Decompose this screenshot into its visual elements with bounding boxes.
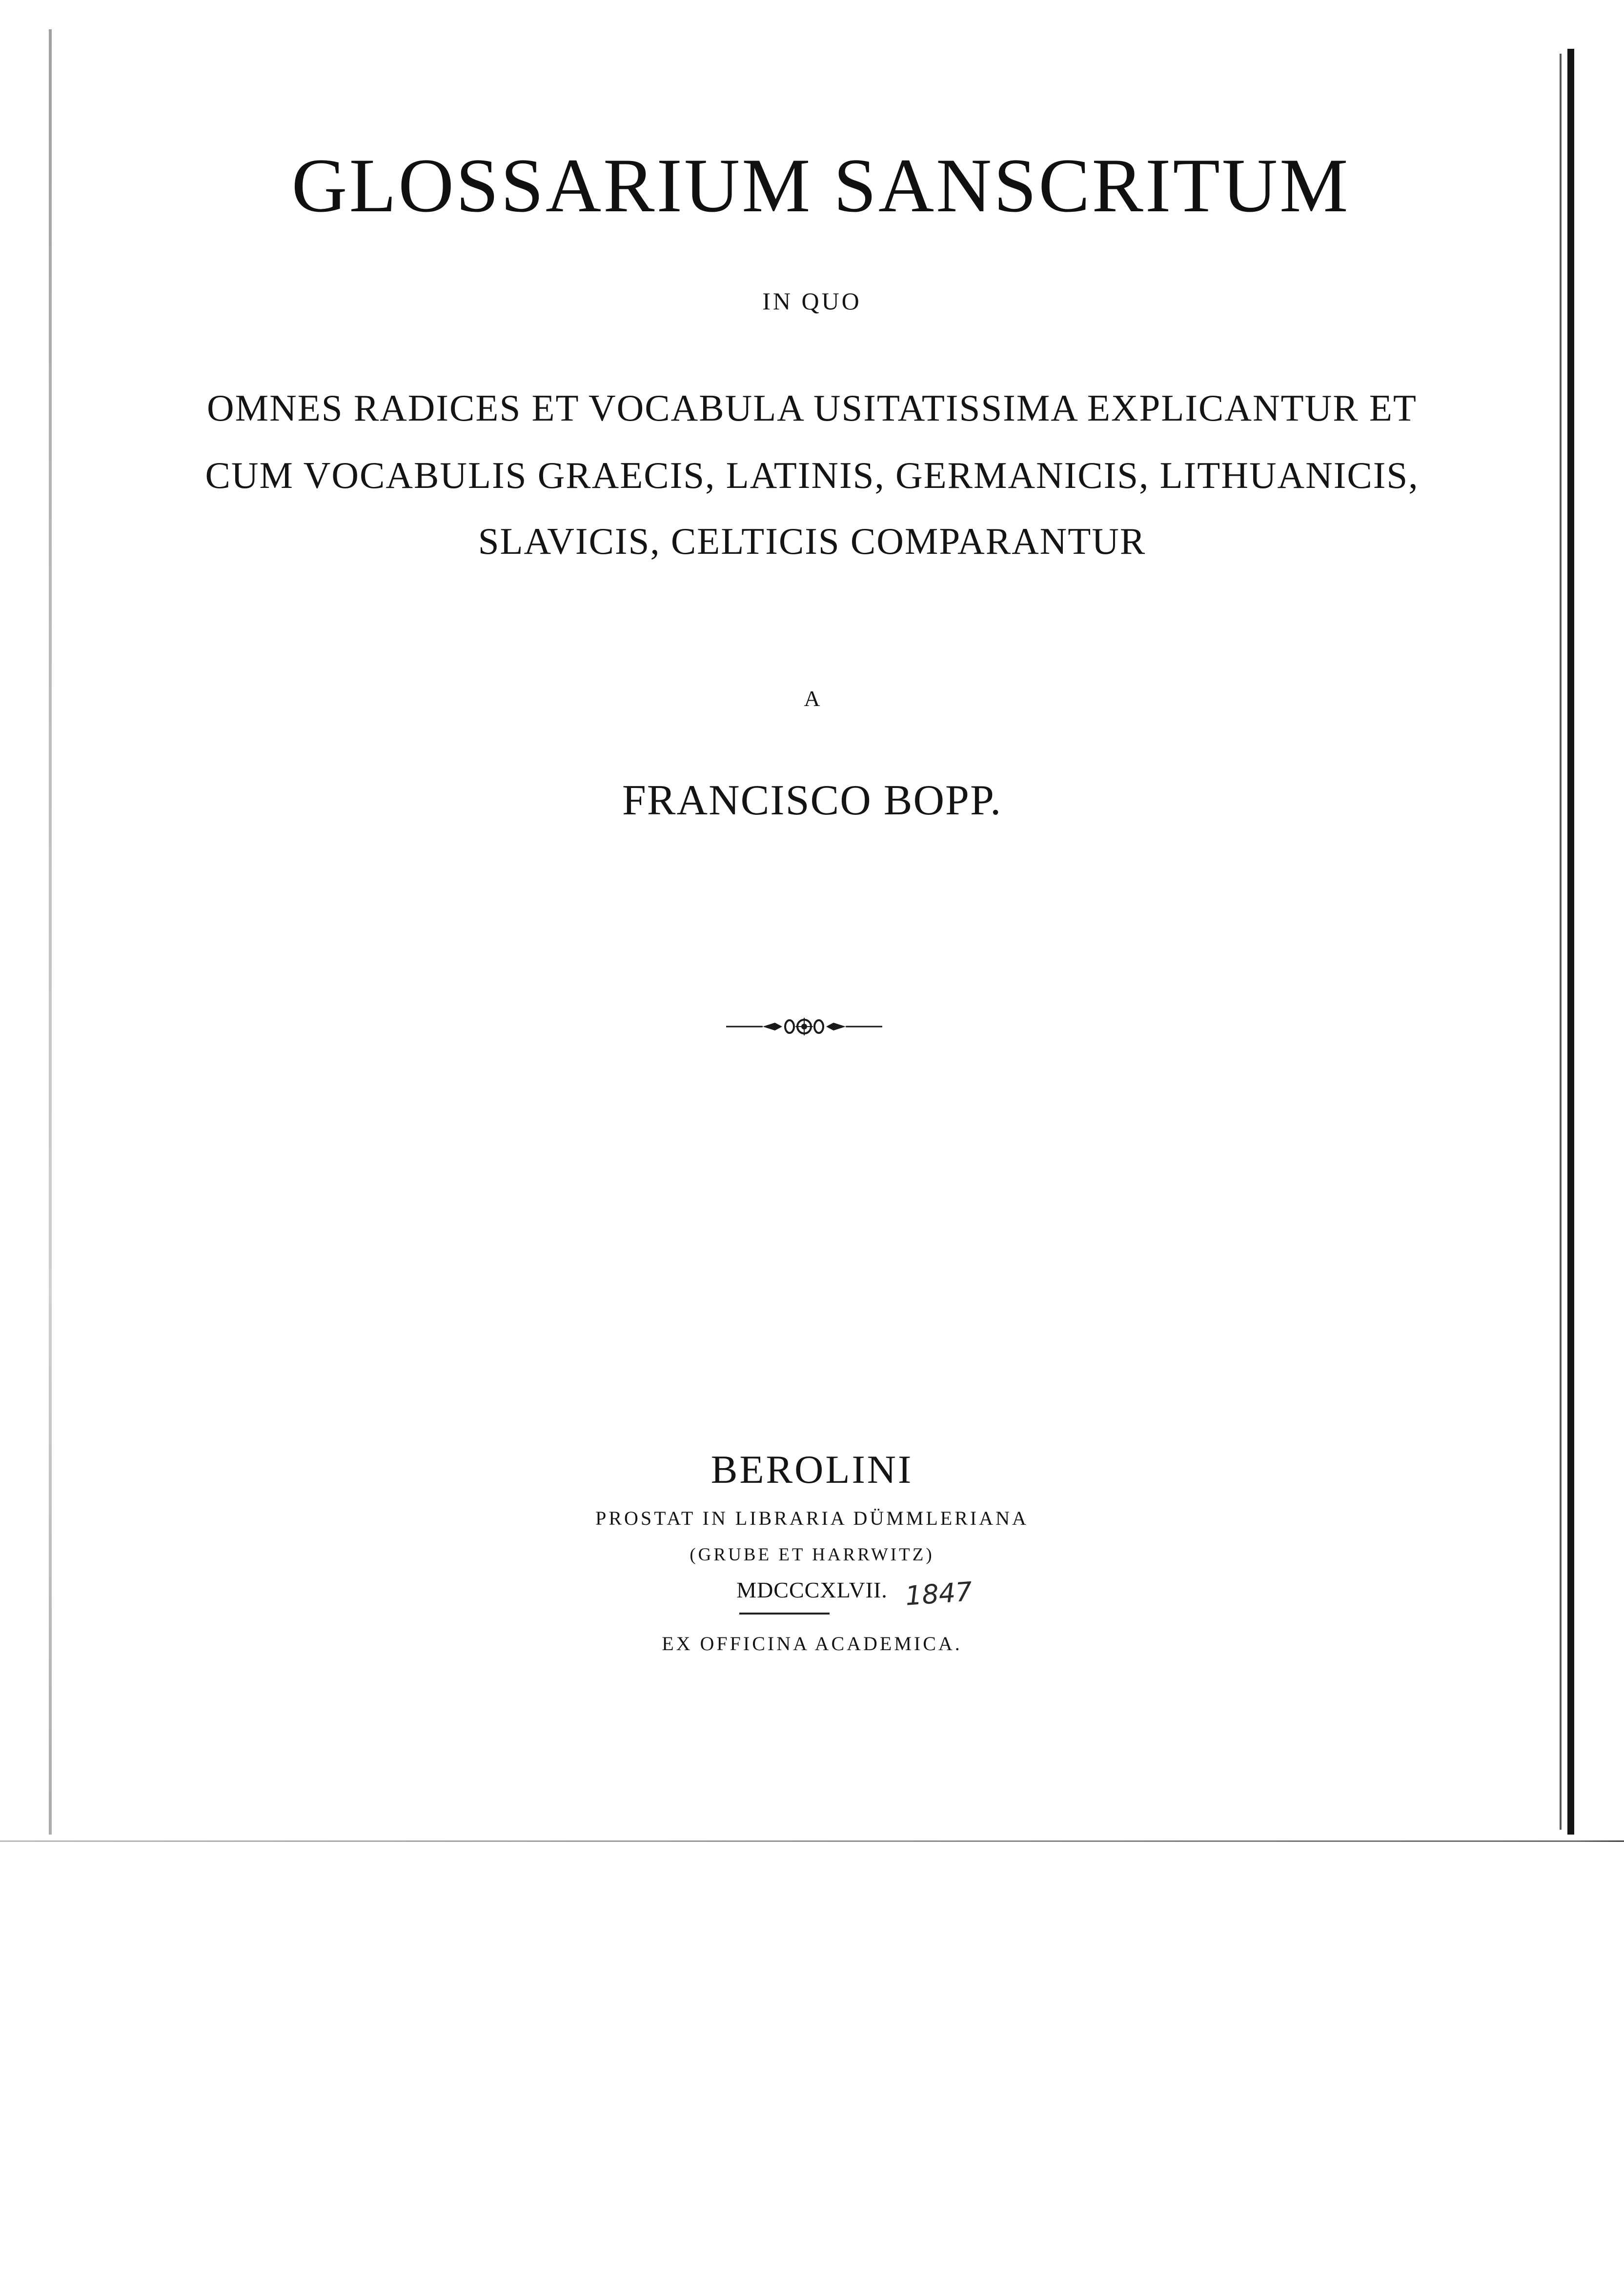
scan-right-edge <box>1567 49 1574 1835</box>
by-label: A <box>804 686 820 711</box>
subtitle-line-1: OMNES RADICES ET VOCABULA USITATISSIMA EXPLICANTUR ET <box>207 387 1417 429</box>
imprint-place: BEROLINI <box>710 1447 914 1492</box>
scan-bottom-edge <box>0 1840 1624 1842</box>
book-title: GLOSSARIUM SANSCRITUM <box>291 143 1350 228</box>
author-name: FRANCISCO BOPP. <box>622 777 1002 824</box>
year-rule <box>739 1613 830 1615</box>
in-quo-label: IN QUO <box>762 287 862 315</box>
handwritten-year-note: 1847 <box>904 1576 974 1612</box>
subtitle-line-2: CUM VOCABULIS GRAECIS, LATINIS, GERMANICIS, LITHUANICIS, <box>205 454 1419 496</box>
imprint-publisher: PROSTAT IN LIBRARIA DÜMMLERIANA <box>595 1507 1029 1529</box>
imprint-publisher-names: (GRUBE ET HARRWITZ) <box>690 1545 934 1565</box>
imprint-printer: EX OFFICINA ACADEMICA. <box>662 1633 962 1655</box>
imprint-year: MDCCCXLVII. <box>736 1577 888 1602</box>
subtitle-line-3: SLAVICIS, CELTICIS COMPARANTUR <box>478 520 1146 562</box>
printer-ornament-icon <box>726 1017 882 1036</box>
